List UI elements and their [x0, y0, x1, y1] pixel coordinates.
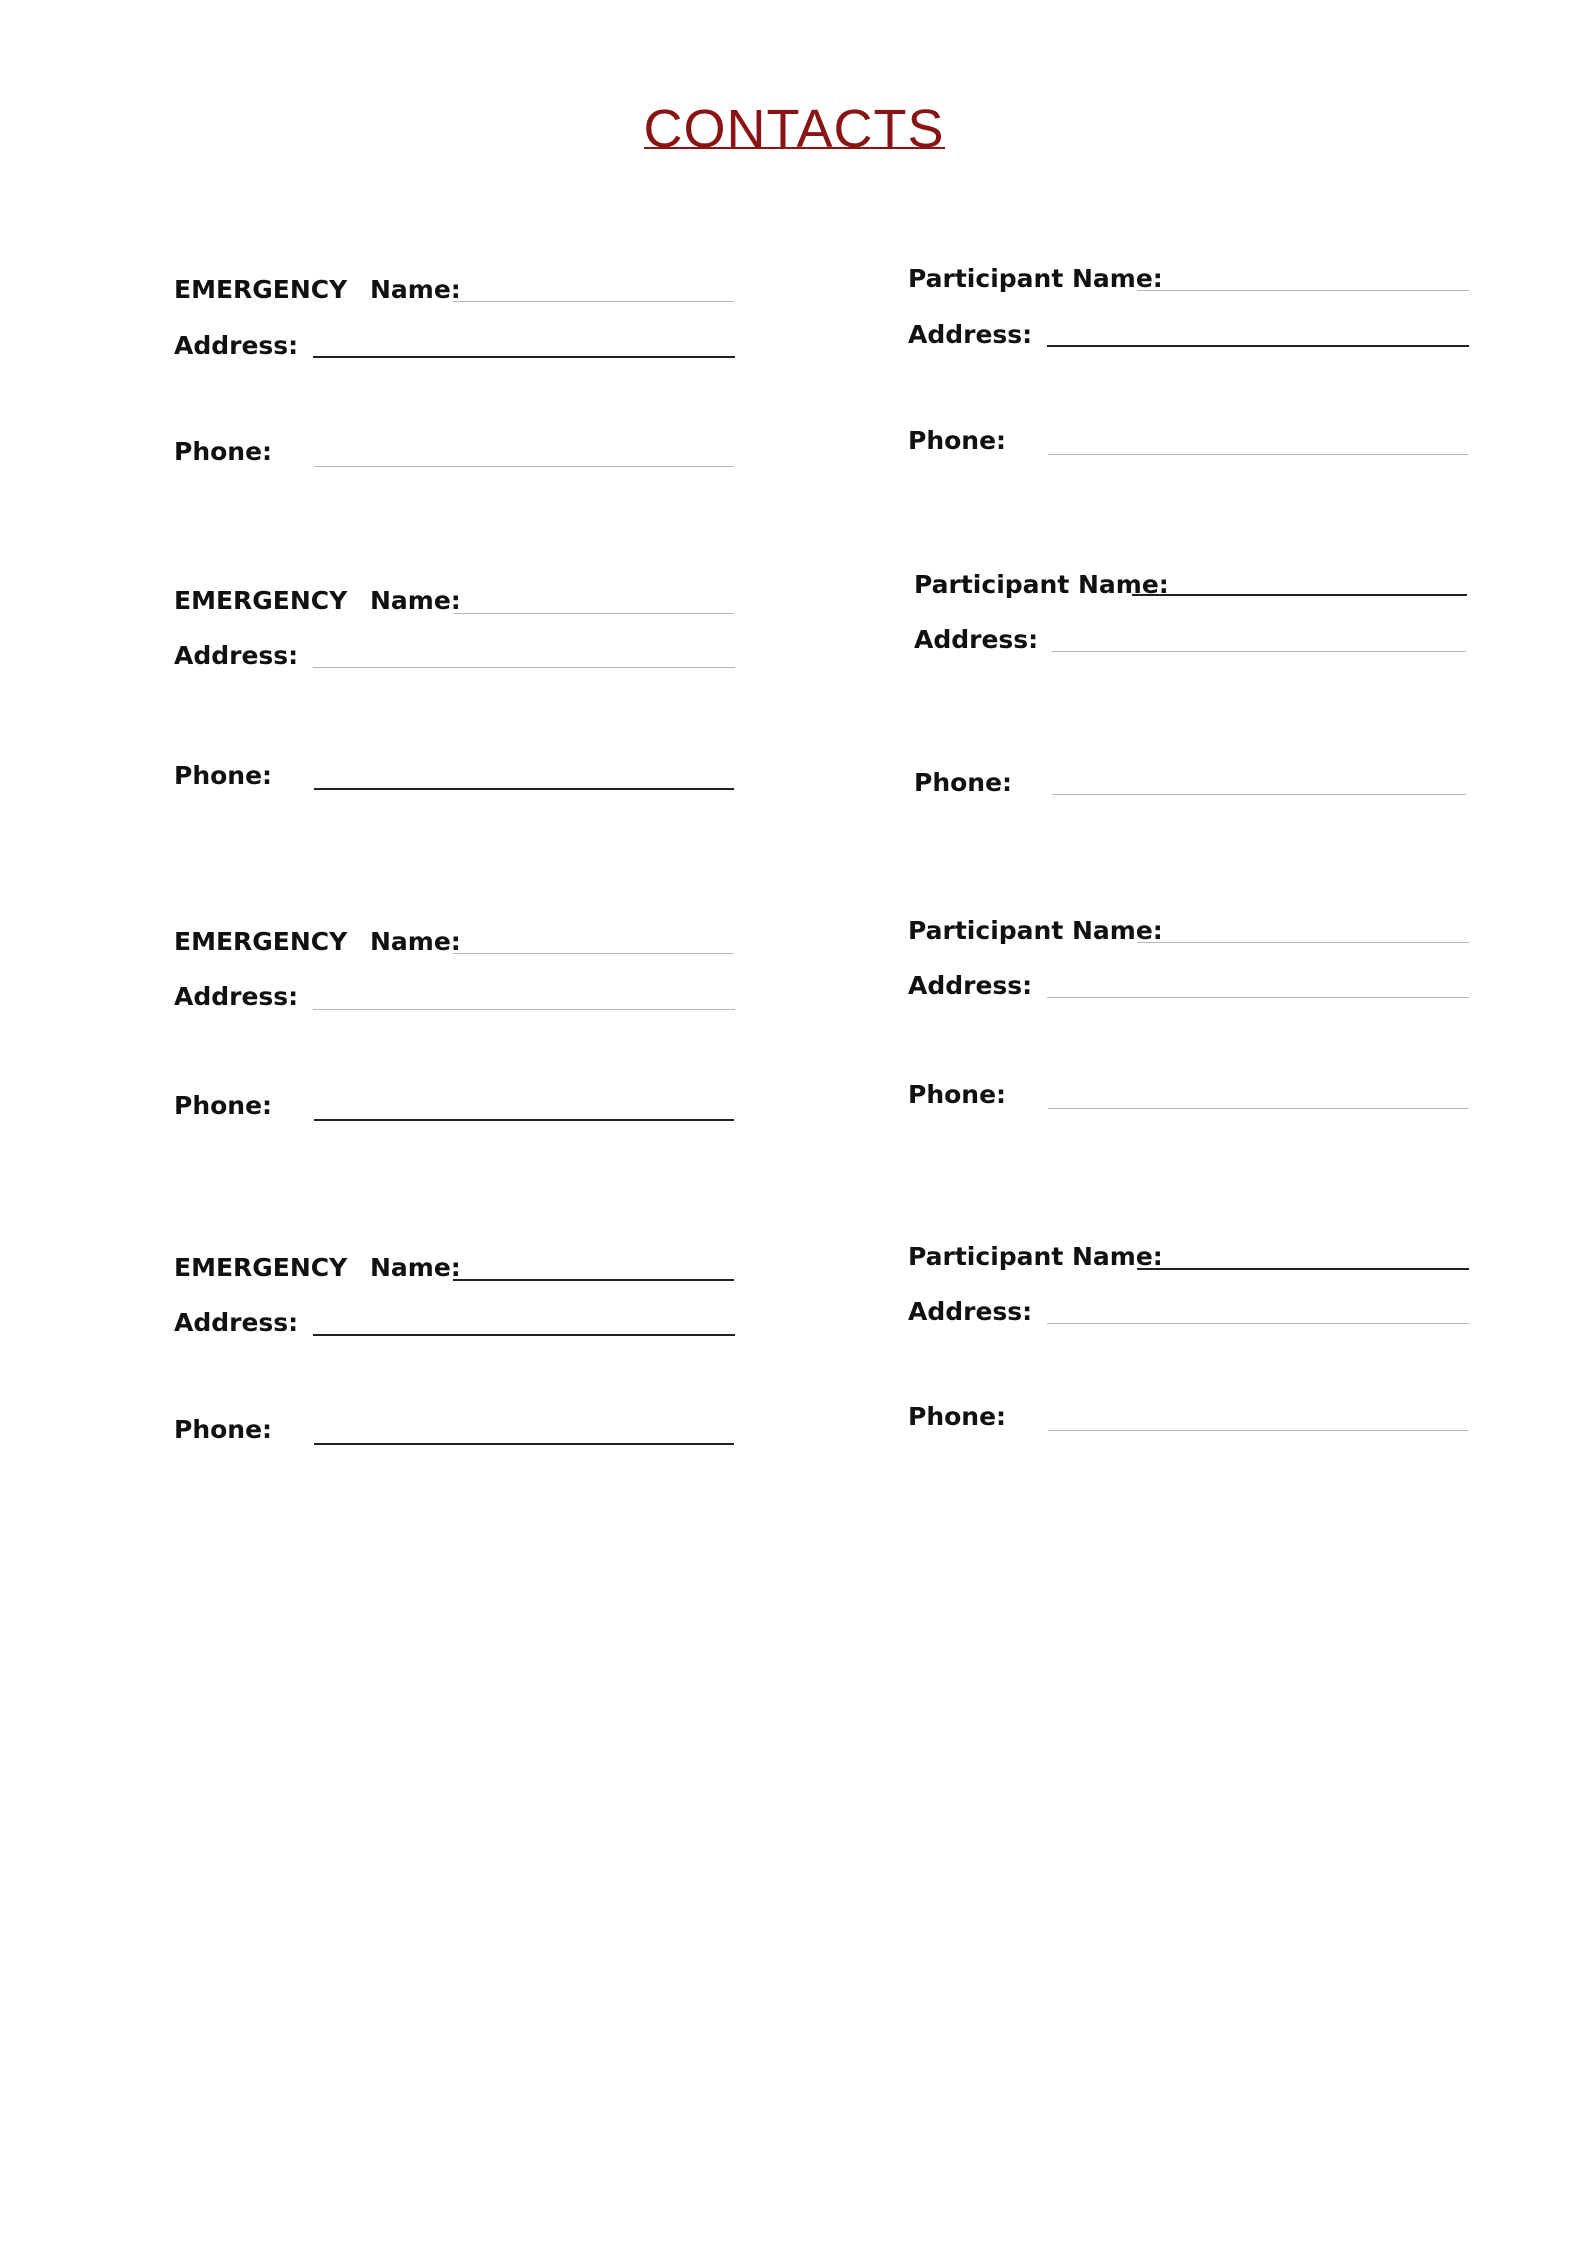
emergency-label: EMERGENCY: [174, 586, 348, 615]
emergency-phone-field[interactable]: [314, 788, 734, 790]
participant-address-field[interactable]: [1047, 997, 1469, 998]
emergency-name-label: Name:: [370, 927, 461, 956]
emergency-address-field[interactable]: [313, 667, 735, 668]
emergency-address-field[interactable]: [313, 1009, 735, 1010]
participant-phone-field[interactable]: [1048, 454, 1468, 455]
emergency-phone-label: Phone:: [174, 1415, 273, 1444]
participant-phone-label: Phone:: [908, 1080, 1007, 1109]
emergency-address-label: Address:: [174, 982, 299, 1011]
participant-phone-field[interactable]: [1048, 1108, 1468, 1109]
participant-phone-label: Phone:: [908, 426, 1007, 455]
emergency-name-field[interactable]: [453, 953, 734, 954]
emergency-name-field[interactable]: [453, 1279, 734, 1281]
participant-phone-field[interactable]: [1048, 1430, 1468, 1431]
participant-name-label: Participant Name:: [908, 1242, 1163, 1271]
emergency-phone-label: Phone:: [174, 761, 273, 790]
participant-address-label: Address:: [914, 625, 1039, 654]
emergency-label: EMERGENCY: [174, 927, 348, 956]
emergency-address-label: Address:: [174, 1308, 299, 1337]
emergency-phone-field[interactable]: [314, 1443, 734, 1445]
page-title: CONTACTS: [643, 99, 945, 159]
emergency-address-field[interactable]: [313, 356, 735, 358]
emergency-address-label: Address:: [174, 641, 299, 670]
emergency-label: EMERGENCY: [174, 1253, 348, 1282]
participant-name-label: Participant Name:: [914, 570, 1169, 599]
participant-name-field[interactable]: [1137, 290, 1469, 291]
participant-phone-field[interactable]: [1052, 794, 1466, 795]
emergency-phone-field[interactable]: [314, 466, 734, 467]
emergency-phone-field[interactable]: [314, 1119, 734, 1121]
emergency-phone-label: Phone:: [174, 1091, 273, 1120]
emergency-name-label: Name:: [370, 1253, 461, 1282]
participant-address-field[interactable]: [1052, 651, 1466, 652]
participant-name-label: Participant Name:: [908, 264, 1163, 293]
emergency-phone-label: Phone:: [174, 437, 273, 466]
emergency-name-field[interactable]: [453, 613, 734, 614]
emergency-address-label: Address:: [174, 331, 299, 360]
emergency-name-label: Name:: [370, 275, 461, 304]
participant-address-field[interactable]: [1047, 1323, 1469, 1324]
participant-name-field[interactable]: [1132, 594, 1467, 596]
emergency-address-field[interactable]: [313, 1334, 735, 1336]
emergency-label: EMERGENCY: [174, 275, 348, 304]
participant-name-field[interactable]: [1137, 1268, 1469, 1270]
participant-name-field[interactable]: [1137, 942, 1469, 943]
participant-address-label: Address:: [908, 971, 1033, 1000]
emergency-name-field[interactable]: [453, 301, 734, 302]
emergency-name-label: Name:: [370, 586, 461, 615]
participant-name-label: Participant Name:: [908, 916, 1163, 945]
participant-address-label: Address:: [908, 1297, 1033, 1326]
participant-address-field[interactable]: [1047, 345, 1469, 347]
participant-phone-label: Phone:: [908, 1402, 1007, 1431]
participant-address-label: Address:: [908, 320, 1033, 349]
participant-phone-label: Phone:: [914, 768, 1013, 797]
